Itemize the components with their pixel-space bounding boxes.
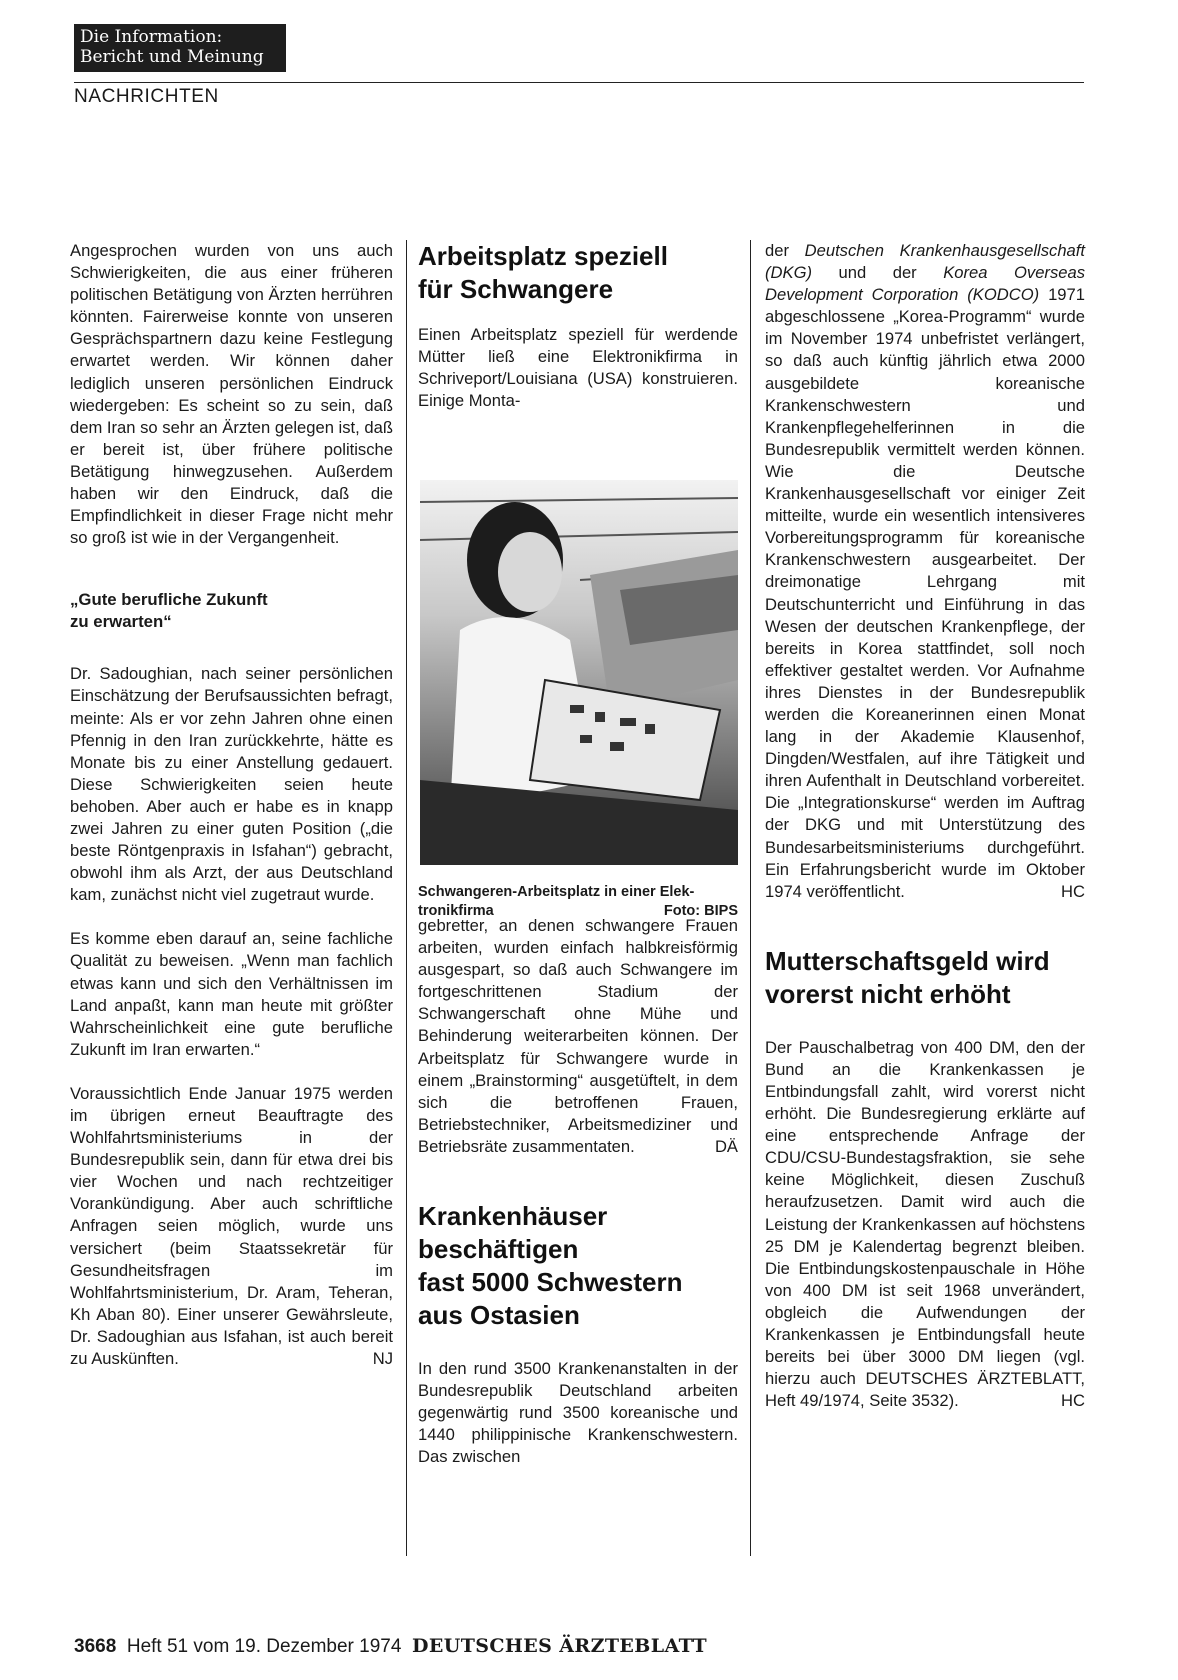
subheading-line-2: zu erwarten“ bbox=[70, 612, 172, 632]
col3-p1-part-b: und der bbox=[812, 263, 944, 283]
section-label: NACHRICHTEN bbox=[74, 86, 219, 107]
photo-credit: Foto: BIPS bbox=[663, 903, 738, 919]
author-sign-hc-1: HC bbox=[1061, 881, 1085, 901]
page-number: 3668 bbox=[74, 1636, 117, 1657]
author-sign-nj: NJ bbox=[372, 1349, 393, 1369]
column-1 bbox=[70, 240, 393, 1370]
col1-paragraph-3: Es komme eben darauf an, seine fachliche Qualität zu beweisen. „Wenn man fachlich etwas kann und sich den Verhältnissen im Land anpaßt, kann man heute mit größter Wahrscheinlichkeit eine gute berufliche Zukunft im Iran erwarten.“ bbox=[70, 929, 393, 1059]
author-sign-dae: DÄ bbox=[714, 1136, 738, 1156]
col1-subheading bbox=[70, 589, 393, 633]
headline-mutterschaftsgeld bbox=[765, 945, 1085, 1011]
col3-p1-part-a: der bbox=[765, 241, 805, 260]
col3-paragraph-1 bbox=[765, 240, 1085, 903]
col1-paragraph-4 bbox=[70, 1083, 393, 1370]
photo-illustration bbox=[420, 480, 738, 865]
col3-paragraph-2 bbox=[765, 1037, 1085, 1413]
headline-krankenhaeuser-line-2: beschäftigen bbox=[418, 1234, 579, 1265]
news-photo bbox=[420, 480, 738, 865]
column-rule-2 bbox=[750, 240, 751, 1556]
column-rule-1 bbox=[406, 240, 407, 1556]
rubric-line-2: Bericht und Meinung bbox=[80, 47, 264, 67]
headline-krankenhaeuser-line-3: fast 5000 Schwestern bbox=[418, 1267, 683, 1298]
column-2-lower bbox=[418, 915, 738, 1469]
col3-p1-part-c: 1971 abgeschlossene „Korea-Programm“ wurde im November 1974 unbefristet verlängert, so daß auch künftig jährlich etwa 2000 ausgebildete koreanische Krankenschwestern und Krankenpflegehelferinnen in die Bundesrepublik vermittelt werden können. Wie die Deutsche Krankenhausgesellschaft vor einiger Zeit mitteilte, wurde ein wesentlich intensiveres Vorbereitungsprogramm für koreanische Krankenschwestern ausgearbeitet. Der dreimonatige Lehrgang mit Deutschunterricht und Einführung in das Wesen der deutschen Krankenpflege, der bereits in Korea stattfindet, soll noch effektiver gestaltet werden. Vor Aufnahme ihres Dienstes in der Bundesrepublik werden die Koreanerinnen einen Monat lang in der Akademie Klausenhof, Dingden/Westfalen, auf ihre Tätigkeit und ihren Aufenthalt in Deutschland vorbereitet. Die „Integrationskurse“ werden im Auftrag der DKG und mit Unterstützung des Bundesarbeitsministeriums durchgeführt. Ein Erfahrungsbericht wurde im Oktober 1974 veröffentlicht. bbox=[765, 285, 1085, 901]
rubric-line-1: Die Information: bbox=[80, 27, 223, 47]
col2-paragraph-2 bbox=[418, 915, 738, 1158]
caption-line-2: tronikfirma bbox=[418, 903, 494, 919]
caption-line-1: Schwangeren-Arbeitsplatz in einer Elek- bbox=[418, 884, 695, 900]
headline-krankenhaeuser bbox=[418, 1200, 738, 1332]
headline-krankenhaeuser-line-4: aus Ostasien bbox=[418, 1300, 580, 1331]
subheading-line-1: „Gute berufliche Zukunft bbox=[70, 590, 268, 610]
author-sign-hc-2: HC bbox=[1061, 1391, 1085, 1411]
headline-arbeitsplatz bbox=[418, 240, 738, 306]
headline-mutterschaftsgeld-line-2: vorerst nicht erhöht bbox=[765, 978, 1011, 1009]
headline-krankenhaeuser-line-1: Krankenhäuser bbox=[418, 1201, 608, 1232]
organization-dkg: Deutschen Krankenhausgesellschaft (DKG) bbox=[765, 241, 1086, 283]
headline-arbeitsplatz-line-2: für Schwangere bbox=[418, 274, 614, 304]
page-footer bbox=[74, 1635, 707, 1658]
headline-mutterschaftsgeld-line-1: Mutterschaftsgeld wird bbox=[765, 945, 1050, 976]
column-3 bbox=[765, 240, 1085, 1412]
col1-paragraph-1: Angesprochen wurden von uns auch Schwierigkeiten, die aus einer früheren politischen Betätigung von Ärzten herrühren könnten. Fairerweise konnte von unseren Gesprächspartnern dazu keine Festlegung erwartet werden. Wir können daher lediglich unseren persönlichen Eindruck wiedergeben: Es scheint so zu sein, daß dem Iran so sehr an Ärzten gelegen ist, daß er bereit ist, über frühere politische Betätigung hinwegzusehen. Außerdem haben wir den Eindruck, daß die Empfindlichkeit in dieser Frage nicht mehr so groß ist wie in der Vergangenheit. bbox=[70, 241, 393, 548]
col1-paragraph-2: Dr. Sadoughian, nach seiner persönlichen Einschätzung der Berufsaussichten befragt, meinte: Als er vor zehn Jahren ohne einen Pfennig in den Iran zurückkehrte, hätte es Monate bis zu einer Anstellung gedauert. Diese Schwierigkeiten seien heute behoben. Aber auch er habe es in knapp zwei Jahren zu einer guten Position („die beste Röntgenpraxis in Isfahan“) gebracht, obwohl ihm als Arzt, der aus Deutschland kam, zunächst nicht viel zugetraut wurde. bbox=[70, 664, 393, 905]
col2-paragraph-1: Einen Arbeitsplatz speziell für werdende Mütter ließ eine Elektronikfirma in Schriveport/Louisiana (USA) konstruieren. Einige Monta- bbox=[418, 325, 738, 411]
rubric-box bbox=[74, 24, 286, 72]
col1-paragraph-4-text: Voraussichtlich Ende Januar 1975 werden im übrigen erneut Beauftragte des Wohlfahrtsministeriums in der Bundesrepublik sein, dann für etwa drei bis vier Wochen und nach rechtzeitiger Vorankündigung. Aber auch schriftliche Anfragen seien möglich, wurde uns versichert (beim Staatssekretär für Gesundheitsfragen im Wohlfahrtsministerium, Dr. Aram, Teheran, Kh Aban 80). Einer unserer Gewährsleute, Dr. Sadoughian aus Isfahan, ist auch bereit zu Auskünften. bbox=[70, 1083, 393, 1369]
issue-info: Heft 51 vom 19. Dezember 1974 bbox=[126, 1636, 402, 1657]
header-rule bbox=[74, 82, 1084, 83]
headline-arbeitsplatz-line-1: Arbeitsplatz speziell bbox=[418, 241, 668, 271]
organization-kodco: Korea Overseas Development Corporation (KODCO) bbox=[765, 263, 1085, 305]
col2-paragraph-2-text: gebretter, an denen schwangere Frauen arbeiten, wurden einfach halbkreisförmig ausgespart, so daß auch Schwangere im fortgeschrittenen Stadium der Schwangerschaft ohne Mühe und Behinderung weiterarbeiten können. Der Arbeitsplatz für Schwangere wurde in einem „Brainstorming“ ausgetüftelt, in dem sich die betroffenen Frauen, Betriebstechniker, Arbeitsmediziner und Betriebsräte zusammentaten. bbox=[418, 916, 738, 1156]
col3-paragraph-2-text: Der Pauschalbetrag von 400 DM, den der Bund an die Krankenkassen je Entbindungsfall zahlt, wird vorerst nicht erhöht. Die Bundesregierung erklärte auf eine entsprechende Anfrage der CDU/CSU-Bundestagsfraktion, sie sehe keine Möglichkeit, diesen Zuschuß heraufzusetzen. Damit wird auch die Leistung der Krankenkassen auf höchstens 25 DM je Kalendertag begrenzt bleiben. Die Entbindungskostenpauschale in Höhe von 400 DM ist seit 1968 unverändert, obgleich die Aufwendungen der Krankenkassen je Entbindungsfall heute bereits bei über 3000 DM liegen (vgl. hierzu auch DEUTSCHES ÄRZTEBLATT, Heft 49/1974, Seite 3532). bbox=[765, 1037, 1085, 1411]
col2-paragraph-3: In den rund 3500 Krankenanstalten in der Bundesrepublik Deutschland arbeiten gegenwärtig rund 3500 koreanische und 1440 philippinische Krankenschwestern. Das zwischen bbox=[418, 1359, 738, 1467]
journal-name: DEUTSCHES ÄRZTEBLATT bbox=[412, 1635, 708, 1657]
column-2 bbox=[418, 240, 738, 412]
